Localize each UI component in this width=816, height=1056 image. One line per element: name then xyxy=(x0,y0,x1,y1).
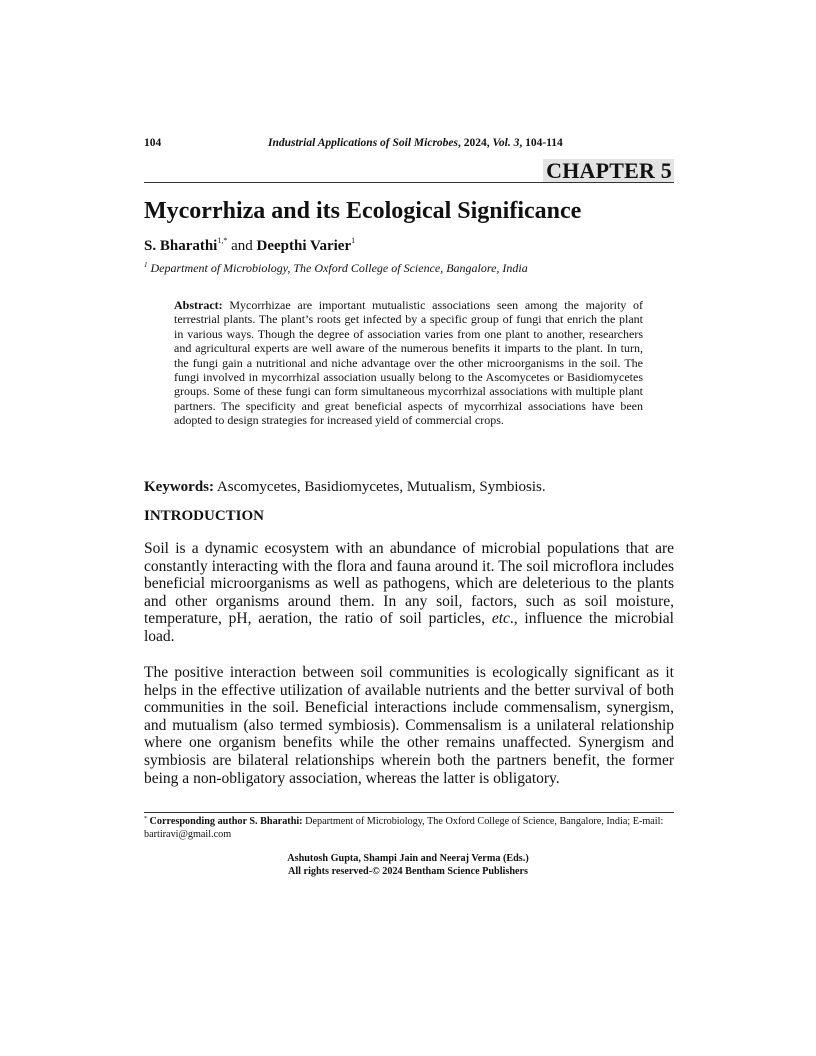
affiliation-mark: 1 xyxy=(144,261,148,269)
journal-page-range: , 104-114 xyxy=(519,137,563,149)
page-number: 104 xyxy=(144,137,162,149)
footnote-label: Corresponding author S. Bharathi: xyxy=(147,816,303,827)
header-divider xyxy=(144,182,674,183)
article-title: Mycorrhiza and its Ecological Significance xyxy=(144,198,582,224)
author-list xyxy=(144,237,355,255)
keywords-label: Keywords: xyxy=(144,479,214,495)
paragraph-text: Soil is a dynamic ecosystem with an abundance of microbial populations that are constantly interacting with the flora and fauna around it. The soil microflora includes beneficial microorganisms as well as pathogens, which are deleterious to the plants and other organisms around them. In any soil, factors, such as soil moisture, temperature, pH, aeration, the ratio of soil particles, xyxy=(144,540,674,628)
author-affiliation-mark: 1 xyxy=(351,236,356,245)
body-paragraph xyxy=(144,540,674,646)
journal-citation xyxy=(268,137,563,149)
paragraph-italic-text: etc xyxy=(491,610,510,628)
paragraph-text: ., influence the microbial load. xyxy=(144,610,674,645)
footnote-divider xyxy=(144,812,674,813)
abstract-text: Mycorrhizae are important mutualistic associations seen among the majority of terrestrial plants. The plant’s roots get infected by a specific group of fungi that enrich the plant in various ways. Though the degree of association varies from one plant to another, researchers and agricultural experts are well aware of the numerous benefits it imparts to the plant. In turn, the fungi gain a nutritional and niche advantage over the other microorganisms in the soil. The fungi involved in mycorrhizal association usually belong to the Ascomycetes or Basidiomycetes groups. Some of these fungi can form simultaneous mycorrhizal associations with multiple plant partners. The specificity and great beneficial aspects of mycorrhizal associations have been adopted to design strategies for increased yield of commercial crops. xyxy=(174,298,643,428)
keywords xyxy=(144,478,546,496)
affiliation xyxy=(144,261,528,276)
author-name: Deepthi Varier xyxy=(256,238,352,254)
keywords-text: Ascomycetes, Basidiomycetes, Mutualism, Symbiosis. xyxy=(214,479,546,495)
journal-volume: Vol. 3 xyxy=(492,137,520,149)
footnote-mark: * xyxy=(144,816,147,822)
page-footer xyxy=(0,853,816,878)
journal-title: Industrial Applications of Soil Microbes xyxy=(268,137,458,149)
chapter-label: CHAPTER 5 xyxy=(543,159,674,182)
abstract xyxy=(174,298,643,428)
affiliation-text: Department of Microbiology, The Oxford College of Science, Bangalore, India xyxy=(147,261,528,275)
author-conjunction: and xyxy=(227,238,257,254)
author-affiliation-mark: 1,* xyxy=(217,236,228,245)
abstract-label: Abstract: xyxy=(174,298,223,312)
body-paragraph: The positive interaction between soil communities is ecologically significant as it helps in the effective utilization of available nutrients and the better survival of both communities in the soil. Beneficial interactions include commensalism, synergism, and mutualism (also termed symbiosis). Commensalism is a unilateral relationship where one organism benefits while the other remains unaffected. Synergism and symbiosis are bilateral relationships wherein both the partners benefit, the former being a non-obligatory association, whereas the latter is obligatory. xyxy=(144,664,674,787)
section-heading-introduction: INTRODUCTION xyxy=(144,508,265,524)
author-name: S. Bharathi xyxy=(144,238,218,254)
corresponding-author-footnote xyxy=(144,816,674,841)
copyright-line: All rights reserved-© 2024 Bentham Science Publishers xyxy=(287,865,529,877)
journal-year: , 2024, xyxy=(458,137,493,149)
footnote-text: Department of Microbiology, The Oxford College of Science, Bangalore, India; E-mail: bartiravi@gmail.com xyxy=(144,816,664,840)
editors-line: Ashutosh Gupta, Shampi Jain and Neeraj Verma (Eds.) xyxy=(287,853,529,864)
